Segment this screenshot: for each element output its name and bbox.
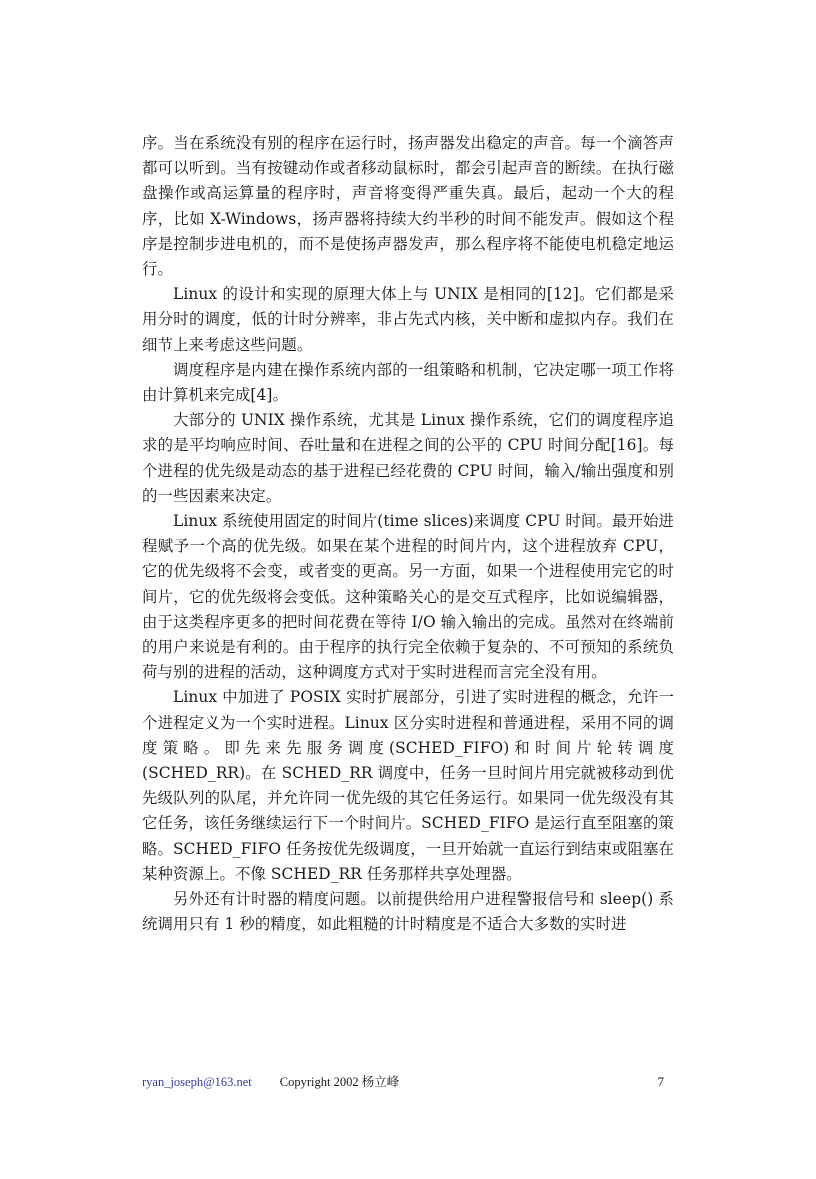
paragraph-linux-design: Linux 的设计和实现的原理大体上与 UNIX 是相同的[12]。它们都是采用分时的调度，低的计时分辨率，非占先式内核，关中断和虚拟内存。我们在细节上来考虑这些问题。 — [142, 285, 674, 354]
footer-email-link[interactable]: ryan_joseph@163.net — [142, 1075, 252, 1089]
paragraph-time-slices: Linux 系统使用固定的时间片(time slices)来调度 CPU 时间。最开始进程赋予一个高的优先级。如果在某个进程的时间片内，这个进程放弃 CPU，它的优先级将不会变，或者变的更高。另一方面，如果一个进程使用完它的时间片，它的优先级将会变低。这种策略关心的是交互式程序，比如说编辑器，由于这类程序更多的把时间花费在等待 I/O 输入输出的完成。虽然对在终端前的用户来说是有利的。由于程序的执行完全依赖于复杂的、不可预知的系统负荷与别的进程的活动，这种调度方式对于实时进程而言完全没有用。 — [142, 512, 674, 682]
paragraph-timer-precision: 另外还有计时器的精度问题。以前提供给用户进程警报信号和 sleep() 系统调用只有 1 秒的精度，如此粗糙的计时精度是不适合大多数的实时进 — [142, 890, 674, 934]
paragraph-continuation: 序。当在系统没有别的程序在运行时，扬声器发出稳定的声音。每一个滴答声都可以听到。当有按键动作或者移动鼠标时，都会引起声音的断续。在执行磁盘操作或高运算量的程序时，声音将变得严重失真。最后，起动一个大的程序，比如 X-Windows，扬声器将持续大约半秒的时间不能发声。假如这个程序是控制步进电机的，而不是使扬声器发声，那么程序将不能使电机稳定地运行。 — [142, 134, 674, 279]
page-number: 7 — [657, 1074, 664, 1089]
paragraph-posix-realtime: Linux 中加进了 POSIX 实时扩展部分，引进了实时进程的概念，允许一个进程定义为一个实时进程。Linux 区分实时进程和普通进程，采用不同的调度策略。即先来先服务调度(SCHED_FIFO)和时间片轮转调度(SCHED_RR)。在 SCHED_RR 调度中，任务一旦时间片用完就被移动到优先级队列的队尾，并允许同一优先级的其它任务运行。如果同一优先级没有其它任务，该任务继续运行下一个时间片。SCHED_FIFO 是运行直至阻塞的策略。SCHED_FIFO 任务按优先级调度，一旦开始就一直运行到结束或阻塞在某种资源上。不像 SCHED_RR 任务那样共享处理器。 — [142, 688, 674, 883]
page-footer — [142, 1072, 674, 1092]
paragraph-unix-scheduling: 大部分的 UNIX 操作系统，尤其是 Linux 操作系统，它们的调度程序追求的是平均响应时间、吞吐量和在进程之间的公平的 CPU 时间分配[16]。每个进程的优先级是动态的基于进程已经花费的 CPU 时间，输入/输出强度和别的一些因素来决定。 — [142, 411, 674, 505]
page-body — [142, 131, 674, 938]
paragraph-scheduler-definition: 调度程序是内建在操作系统内部的一组策略和机制，它决定哪一项工作将由计算机来完成[4]。 — [142, 360, 674, 405]
footer-copyright: Copyright 2002 杨立峰 — [279, 1075, 400, 1089]
